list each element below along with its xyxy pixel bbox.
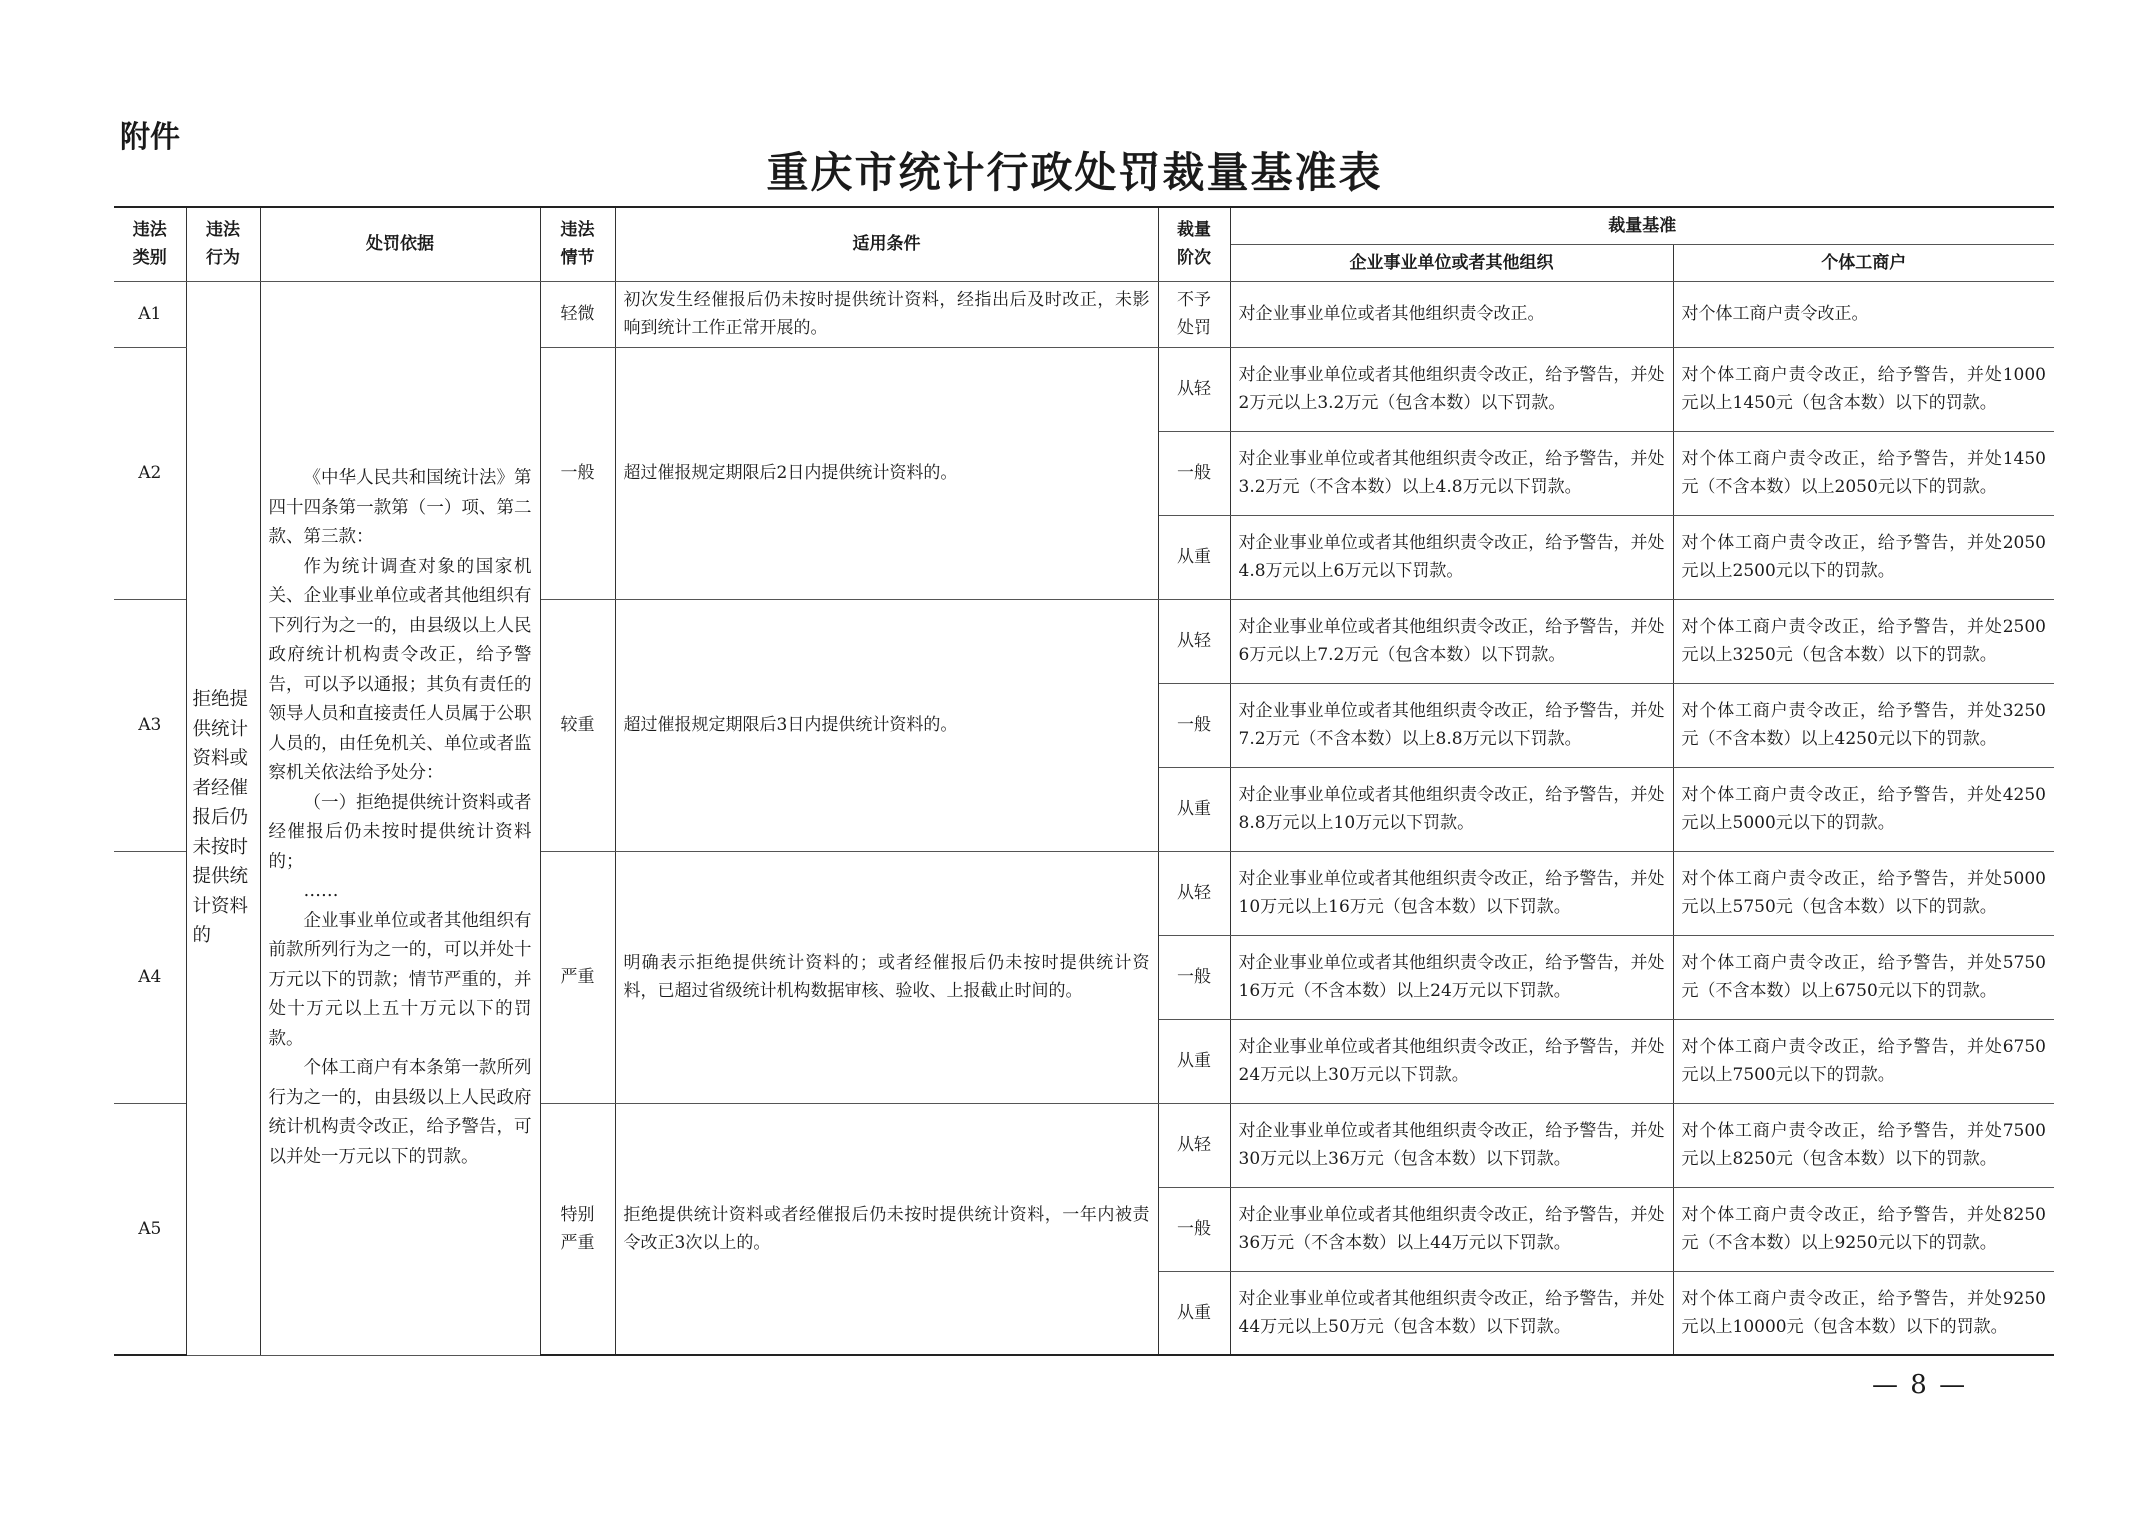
basis-paragraph: 企业事业单位或者其他组织有前款所列行为之一的，可以并处十万元以下的罚款；情节严重的，并处十万元以上五十万元以下的罚款。 bbox=[268, 910, 532, 1049]
individual-standard-cell: 对个体工商户责令改正，给予警告，并处9250元以上10000元（包含本数）以下的罚款。 bbox=[1673, 1271, 2054, 1355]
individual-standard-cell: 对个体工商户责令改正，给予警告，并处4250元以上5000元以下的罚款。 bbox=[1673, 767, 2054, 851]
table-row bbox=[114, 281, 2054, 347]
page-number: — 8 — bbox=[1872, 1370, 1968, 1400]
individual-standard-cell: 对个体工商户责令改正，给予警告，并处7500元以上8250元（包含本数）以下的罚款。 bbox=[1673, 1103, 2054, 1187]
level-cell: 一般 bbox=[1158, 1187, 1230, 1271]
individual-standard-cell: 对个体工商户责令改正，给予警告，并处2500元以上3250元（包含本数）以下的罚款。 bbox=[1673, 599, 2054, 683]
enterprise-standard-cell: 对企业事业单位或者其他组织责令改正，给予警告，并处4.8万元以上6万元以下罚款。 bbox=[1230, 515, 1673, 599]
level-cell: 不予 处罚 bbox=[1158, 281, 1230, 347]
individual-standard-cell: 对个体工商户责令改正，给予警告，并处3250元（不含本数）以上4250元以下的罚款。 bbox=[1673, 683, 2054, 767]
condition-cell: 初次发生经催报后仍未按时提供统计资料，经指出后及时改正，未影响到统计工作正常开展的。 bbox=[615, 281, 1158, 347]
circumstance-cell: 特别 严重 bbox=[540, 1103, 615, 1355]
enterprise-standard-cell: 对企业事业单位或者其他组织责令改正，给予警告，并处36万元（不含本数）以上44万元以下罚款。 bbox=[1230, 1187, 1673, 1271]
condition-cell: 超过催报规定期限后2日内提供统计资料的。 bbox=[615, 347, 1158, 599]
level-cell: 从重 bbox=[1158, 1271, 1230, 1355]
level-cell: 从轻 bbox=[1158, 1103, 1230, 1187]
enterprise-standard-cell: 对企业事业单位或者其他组织责令改正，给予警告，并处2万元以上3.2万元（包含本数）以下罚款。 bbox=[1230, 347, 1673, 431]
enterprise-standard-cell: 对企业事业单位或者其他组织责令改正，给予警告，并处6万元以上7.2万元（包含本数）以下罚款。 bbox=[1230, 599, 1673, 683]
enterprise-standard-cell: 对企业事业单位或者其他组织责令改正，给予警告，并处44万元以上50万元（包含本数）以下罚款。 bbox=[1230, 1271, 1673, 1355]
level-cell: 从重 bbox=[1158, 515, 1230, 599]
enterprise-standard-cell: 对企业事业单位或者其他组织责令改正，给予警告，并处10万元以上16万元（包含本数）以下罚款。 bbox=[1230, 851, 1673, 935]
enterprise-standard-cell: 对企业事业单位或者其他组织责令改正，给予警告，并处3.2万元（不含本数）以上4.8万元以下罚款。 bbox=[1230, 431, 1673, 515]
basis-paragraph: 《中华人民共和国统计法》第四十四条第一款第（一）项、第二款、第三款： bbox=[268, 468, 532, 547]
penalty-discretion-table bbox=[114, 206, 2054, 1356]
header-level: 裁量 阶次 bbox=[1158, 207, 1230, 281]
level-cell: 从重 bbox=[1158, 1019, 1230, 1103]
header-standard: 裁量基准 bbox=[1230, 207, 2054, 244]
condition-cell: 超过催报规定期限后3日内提供统计资料的。 bbox=[615, 599, 1158, 851]
level-cell: 从轻 bbox=[1158, 599, 1230, 683]
attachment-label: 附件 bbox=[120, 120, 180, 155]
condition-cell: 拒绝提供统计资料或者经催报后仍未按时提供统计资料，一年内被责令改正3次以上的。 bbox=[615, 1103, 1158, 1355]
enterprise-standard-cell: 对企业事业单位或者其他组织责令改正。 bbox=[1230, 281, 1673, 347]
enterprise-standard-cell: 对企业事业单位或者其他组织责令改正，给予警告，并处8.8万元以上10万元以下罚款。 bbox=[1230, 767, 1673, 851]
enterprise-standard-cell: 对企业事业单位或者其他组织责令改正，给予警告，并处7.2万元（不含本数）以上8.8万元以下罚款。 bbox=[1230, 683, 1673, 767]
individual-standard-cell: 对个体工商户责令改正，给予警告，并处2050元以上2500元以下的罚款。 bbox=[1673, 515, 2054, 599]
document-title: 重庆市统计行政处罚裁量基准表 bbox=[766, 148, 1383, 197]
header-enterprise: 企业事业单位或者其他组织 bbox=[1230, 244, 1673, 281]
enterprise-standard-cell: 对企业事业单位或者其他组织责令改正，给予警告，并处16万元（不含本数）以上24万元以下罚款。 bbox=[1230, 935, 1673, 1019]
circumstance-cell: 轻微 bbox=[540, 281, 615, 347]
header-category: 违法 类别 bbox=[114, 207, 186, 281]
condition-cell: 明确表示拒绝提供统计资料的；或者经催报后仍未按时提供统计资料，已超过省级统计机构数据审核、验收、上报截止时间的。 bbox=[615, 851, 1158, 1103]
individual-standard-cell: 对个体工商户责令改正，给予警告，并处5000元以上5750元（包含本数）以下的罚款。 bbox=[1673, 851, 2054, 935]
circumstance-cell: 较重 bbox=[540, 599, 615, 851]
header-condition: 适用条件 bbox=[615, 207, 1158, 281]
basis-paragraph: 个体工商户有本条第一款所列行为之一的，由县级以上人民政府统计机构责令改正，给予警告，可以并处一万元以下的罚款。 bbox=[268, 1058, 532, 1167]
circumstance-cell: 一般 bbox=[540, 347, 615, 599]
basis-paragraph: 作为统计调查对象的国家机关、企业事业单位或者其他组织有下列行为之一的，由县级以上人民政府统计机构责令改正，给予警告，可以予以通报；其负有责任的领导人员和直接责任人员属于公职人员的，由任免机关、单位或者监察机关依法给予处分： bbox=[268, 556, 532, 783]
basis-paragraph: （一）拒绝提供统计资料或者经催报后仍未按时提供统计资料的； bbox=[268, 792, 532, 872]
level-cell: 一般 bbox=[1158, 935, 1230, 1019]
basis-ellipsis: …… bbox=[303, 881, 339, 901]
header-individual: 个体工商户 bbox=[1673, 244, 2054, 281]
header-basis: 处罚依据 bbox=[260, 207, 540, 281]
level-cell: 从轻 bbox=[1158, 347, 1230, 431]
header-behavior: 违法 行为 bbox=[186, 207, 260, 281]
individual-standard-cell: 对个体工商户责令改正，给予警告，并处5750元（不含本数）以上6750元以下的罚款。 bbox=[1673, 935, 2054, 1019]
enterprise-standard-cell: 对企业事业单位或者其他组织责令改正，给予警告，并处24万元以上30万元以下罚款。 bbox=[1230, 1019, 1673, 1103]
individual-standard-cell: 对个体工商户责令改正，给予警告，并处1000元以上1450元（包含本数）以下的罚款。 bbox=[1673, 347, 2054, 431]
level-cell: 一般 bbox=[1158, 683, 1230, 767]
individual-standard-cell: 对个体工商户责令改正。 bbox=[1673, 281, 2054, 347]
individual-standard-cell: 对个体工商户责令改正，给予警告，并处8250元（不含本数）以上9250元以下的罚款。 bbox=[1673, 1187, 2054, 1271]
level-cell: 从轻 bbox=[1158, 851, 1230, 935]
penalty-basis-cell bbox=[260, 281, 540, 1355]
level-cell: 一般 bbox=[1158, 431, 1230, 515]
individual-standard-cell: 对个体工商户责令改正，给予警告，并处1450元（不含本数）以上2050元以下的罚款。 bbox=[1673, 431, 2054, 515]
category-cell-a3: A3 bbox=[114, 599, 186, 851]
category-cell-a4: A4 bbox=[114, 851, 186, 1103]
behavior-cell: 拒绝提供统计资料或者经催报后仍未按时提供统计资料的 bbox=[186, 281, 260, 1355]
individual-standard-cell: 对个体工商户责令改正，给予警告，并处6750元以上7500元以下的罚款。 bbox=[1673, 1019, 2054, 1103]
category-cell-a2: A2 bbox=[114, 347, 186, 599]
category-cell-a1: A1 bbox=[114, 281, 186, 347]
level-cell: 从重 bbox=[1158, 767, 1230, 851]
header-circumstance: 违法 情节 bbox=[540, 207, 615, 281]
category-cell-a5: A5 bbox=[114, 1103, 186, 1355]
circumstance-cell: 严重 bbox=[540, 851, 615, 1103]
enterprise-standard-cell: 对企业事业单位或者其他组织责令改正，给予警告，并处30万元以上36万元（包含本数）以下罚款。 bbox=[1230, 1103, 1673, 1187]
